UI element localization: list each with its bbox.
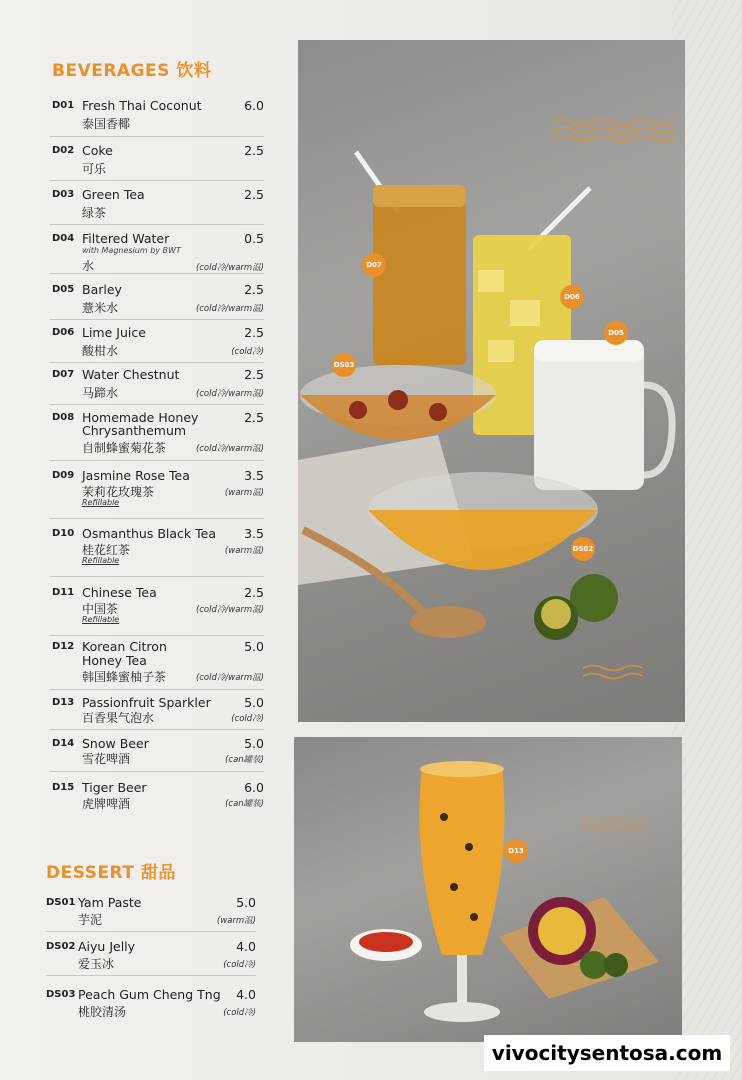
menu-item-d05	[50, 282, 264, 320]
item-name: Barley	[82, 282, 122, 297]
item-serving-note: (cold冷)	[223, 1008, 256, 1018]
passionfruit-illustration	[294, 737, 682, 1042]
item-chinese-name: 百香果气泡水	[82, 711, 155, 725]
item-code: D02	[52, 145, 75, 156]
item-price: 2.5	[244, 282, 264, 297]
item-code: D15	[52, 782, 75, 793]
item-price: 2.5	[244, 410, 264, 425]
item-name: Homemade Honey	[82, 410, 199, 425]
badge-d06: D06	[560, 285, 584, 309]
item-price: 6.0	[244, 780, 264, 795]
item-code: D08	[52, 412, 75, 423]
menu-item-d12	[50, 639, 264, 690]
menu-item-d02	[50, 143, 264, 181]
dessert-title: DESSERT 甜品	[46, 863, 176, 883]
item-price: 3.5	[244, 526, 264, 541]
item-serving-note: (cold冷)	[223, 960, 256, 970]
item-name: Filtered Water	[82, 231, 170, 246]
item-name-line2: Chrysanthemum	[82, 423, 187, 438]
item-price: 5.0	[244, 736, 264, 751]
drinks-illustration	[298, 40, 685, 722]
item-code: D12	[52, 641, 75, 652]
item-code: D14	[52, 738, 75, 749]
refillable-label: Refillable	[82, 556, 120, 565]
item-chinese-name: 水	[82, 259, 95, 273]
item-code: D09	[52, 470, 75, 481]
item-name: Korean Citron	[82, 639, 167, 654]
item-serving-note: (cold冷)	[231, 347, 264, 357]
menu-item-ds01	[46, 895, 256, 932]
item-chinese-name: 韩国蜂蜜柚子茶	[82, 670, 167, 684]
badge-ds03: DS03	[332, 353, 356, 377]
item-price: 2.5	[244, 325, 264, 340]
item-code: D13	[52, 697, 75, 708]
item-name: Fresh Thai Coconut	[82, 98, 202, 113]
menu-item-d01	[50, 98, 264, 137]
wave-pattern-icon	[582, 819, 646, 831]
item-name: Coke	[82, 143, 113, 158]
item-name: Chinese Tea	[82, 585, 157, 600]
item-serving-note: (can罐装)	[225, 799, 264, 809]
item-chinese-name: 桃胶清汤	[78, 1005, 127, 1019]
item-name-line2: Honey Tea	[82, 653, 147, 668]
badge-d07: D07	[362, 253, 386, 277]
item-price: 3.5	[244, 468, 264, 483]
menu-item-d10	[50, 526, 264, 577]
menu-item-ds02	[46, 939, 256, 976]
item-chinese-name: 马蹄水	[82, 386, 119, 400]
menu-item-d08	[50, 410, 264, 461]
item-serving-note: (cold冷/warm温)	[195, 605, 264, 615]
item-price: 2.5	[244, 367, 264, 382]
badge-d13: D13	[504, 839, 528, 863]
beverages-title: BEVERAGES 饮料	[52, 61, 212, 81]
item-name: Water Chestnut	[82, 367, 180, 382]
menu-item-d03	[50, 187, 264, 225]
refillable-label: Refillable	[82, 498, 120, 507]
item-code: D05	[52, 284, 75, 295]
item-price: 4.0	[236, 987, 256, 1002]
menu-item-d07	[50, 367, 264, 405]
drinks-photo	[298, 40, 685, 722]
item-price: 4.0	[236, 939, 256, 954]
menu-item-d11	[50, 585, 264, 636]
item-code: D07	[52, 369, 75, 380]
item-chinese-name: 泰国香椰	[82, 117, 131, 131]
item-serving-note: (warm温)	[224, 488, 264, 498]
item-serving-note: (cold冷/warm温)	[195, 263, 264, 273]
item-code: D04	[52, 233, 75, 244]
item-chinese-name: 薏米水	[82, 301, 119, 315]
item-name: Aiyu Jelly	[78, 939, 136, 954]
item-name: Peach Gum Cheng Tng	[78, 987, 221, 1002]
item-code: D06	[52, 327, 75, 338]
item-serving-note: (warm温)	[224, 546, 264, 556]
menu-item-d09	[50, 468, 264, 519]
item-price: 2.5	[244, 585, 264, 600]
item-serving-note: (cold冷/warm温)	[195, 304, 264, 314]
item-code: DS03	[46, 989, 76, 1000]
item-name: Lime Juice	[82, 325, 146, 340]
item-serving-note: (cold冷/warm温)	[195, 389, 264, 399]
menu-item-d06	[50, 325, 264, 363]
item-serving-note: (cold冷/warm温)	[195, 444, 264, 454]
item-chinese-name: 中国茶	[82, 602, 119, 616]
menu-item-d15	[50, 780, 264, 814]
item-serving-note: (cold冷)	[231, 714, 264, 724]
item-price: 6.0	[244, 98, 264, 113]
item-name: Passionfruit Sparkler	[82, 695, 211, 710]
item-serving-note: (can罐装)	[225, 755, 264, 765]
item-price: 5.0	[236, 895, 256, 910]
item-chinese-name: 芋泥	[78, 913, 103, 927]
item-name: Yam Paste	[78, 895, 142, 910]
item-chinese-name: 虎牌啤酒	[82, 797, 131, 811]
item-price: 2.5	[244, 143, 264, 158]
item-code: D03	[52, 189, 75, 200]
item-code: DS01	[46, 897, 76, 908]
item-chinese-name: 可乐	[82, 162, 107, 176]
item-code: D11	[52, 587, 75, 598]
item-name: Green Tea	[82, 187, 145, 202]
item-name: Tiger Beer	[82, 780, 147, 795]
item-subtitle: with Magnesium by BWT	[82, 246, 181, 255]
item-name: Jasmine Rose Tea	[82, 468, 190, 483]
badge-d05: D05	[604, 321, 628, 345]
item-chinese-name: 雪花啤酒	[82, 752, 131, 766]
item-code: DS02	[46, 941, 76, 952]
badge-ds02: DS02	[571, 537, 595, 561]
item-chinese-name: 自制蜂蜜菊花茶	[82, 441, 167, 455]
passionfruit-photo	[294, 737, 682, 1042]
menu-item-ds03	[46, 987, 256, 1021]
item-code: D01	[52, 100, 75, 111]
menu-item-d14	[50, 736, 264, 772]
item-code: D10	[52, 528, 75, 539]
item-chinese-name: 桂花红茶	[82, 543, 131, 557]
item-price: 5.0	[244, 695, 264, 710]
refillable-label: Refillable	[82, 615, 120, 624]
item-serving-note: (warm温)	[216, 916, 256, 926]
item-price: 2.5	[244, 187, 264, 202]
item-chinese-name: 爱玉冰	[78, 957, 115, 971]
item-price: 5.0	[244, 639, 264, 654]
item-chinese-name: 绿茶	[82, 206, 107, 220]
menu-item-d13	[50, 695, 264, 730]
item-chinese-name: 茉莉花玫瑰茶	[82, 485, 155, 499]
item-price: 0.5	[244, 231, 264, 246]
item-serving-note: (cold冷/warm温)	[195, 673, 264, 683]
watermark: vivocitysentosa.com	[484, 1035, 730, 1071]
menu-item-d04	[50, 231, 264, 274]
item-name: Osmanthus Black Tea	[82, 526, 216, 541]
item-name: Snow Beer	[82, 736, 149, 751]
item-chinese-name: 酸柑水	[82, 344, 119, 358]
